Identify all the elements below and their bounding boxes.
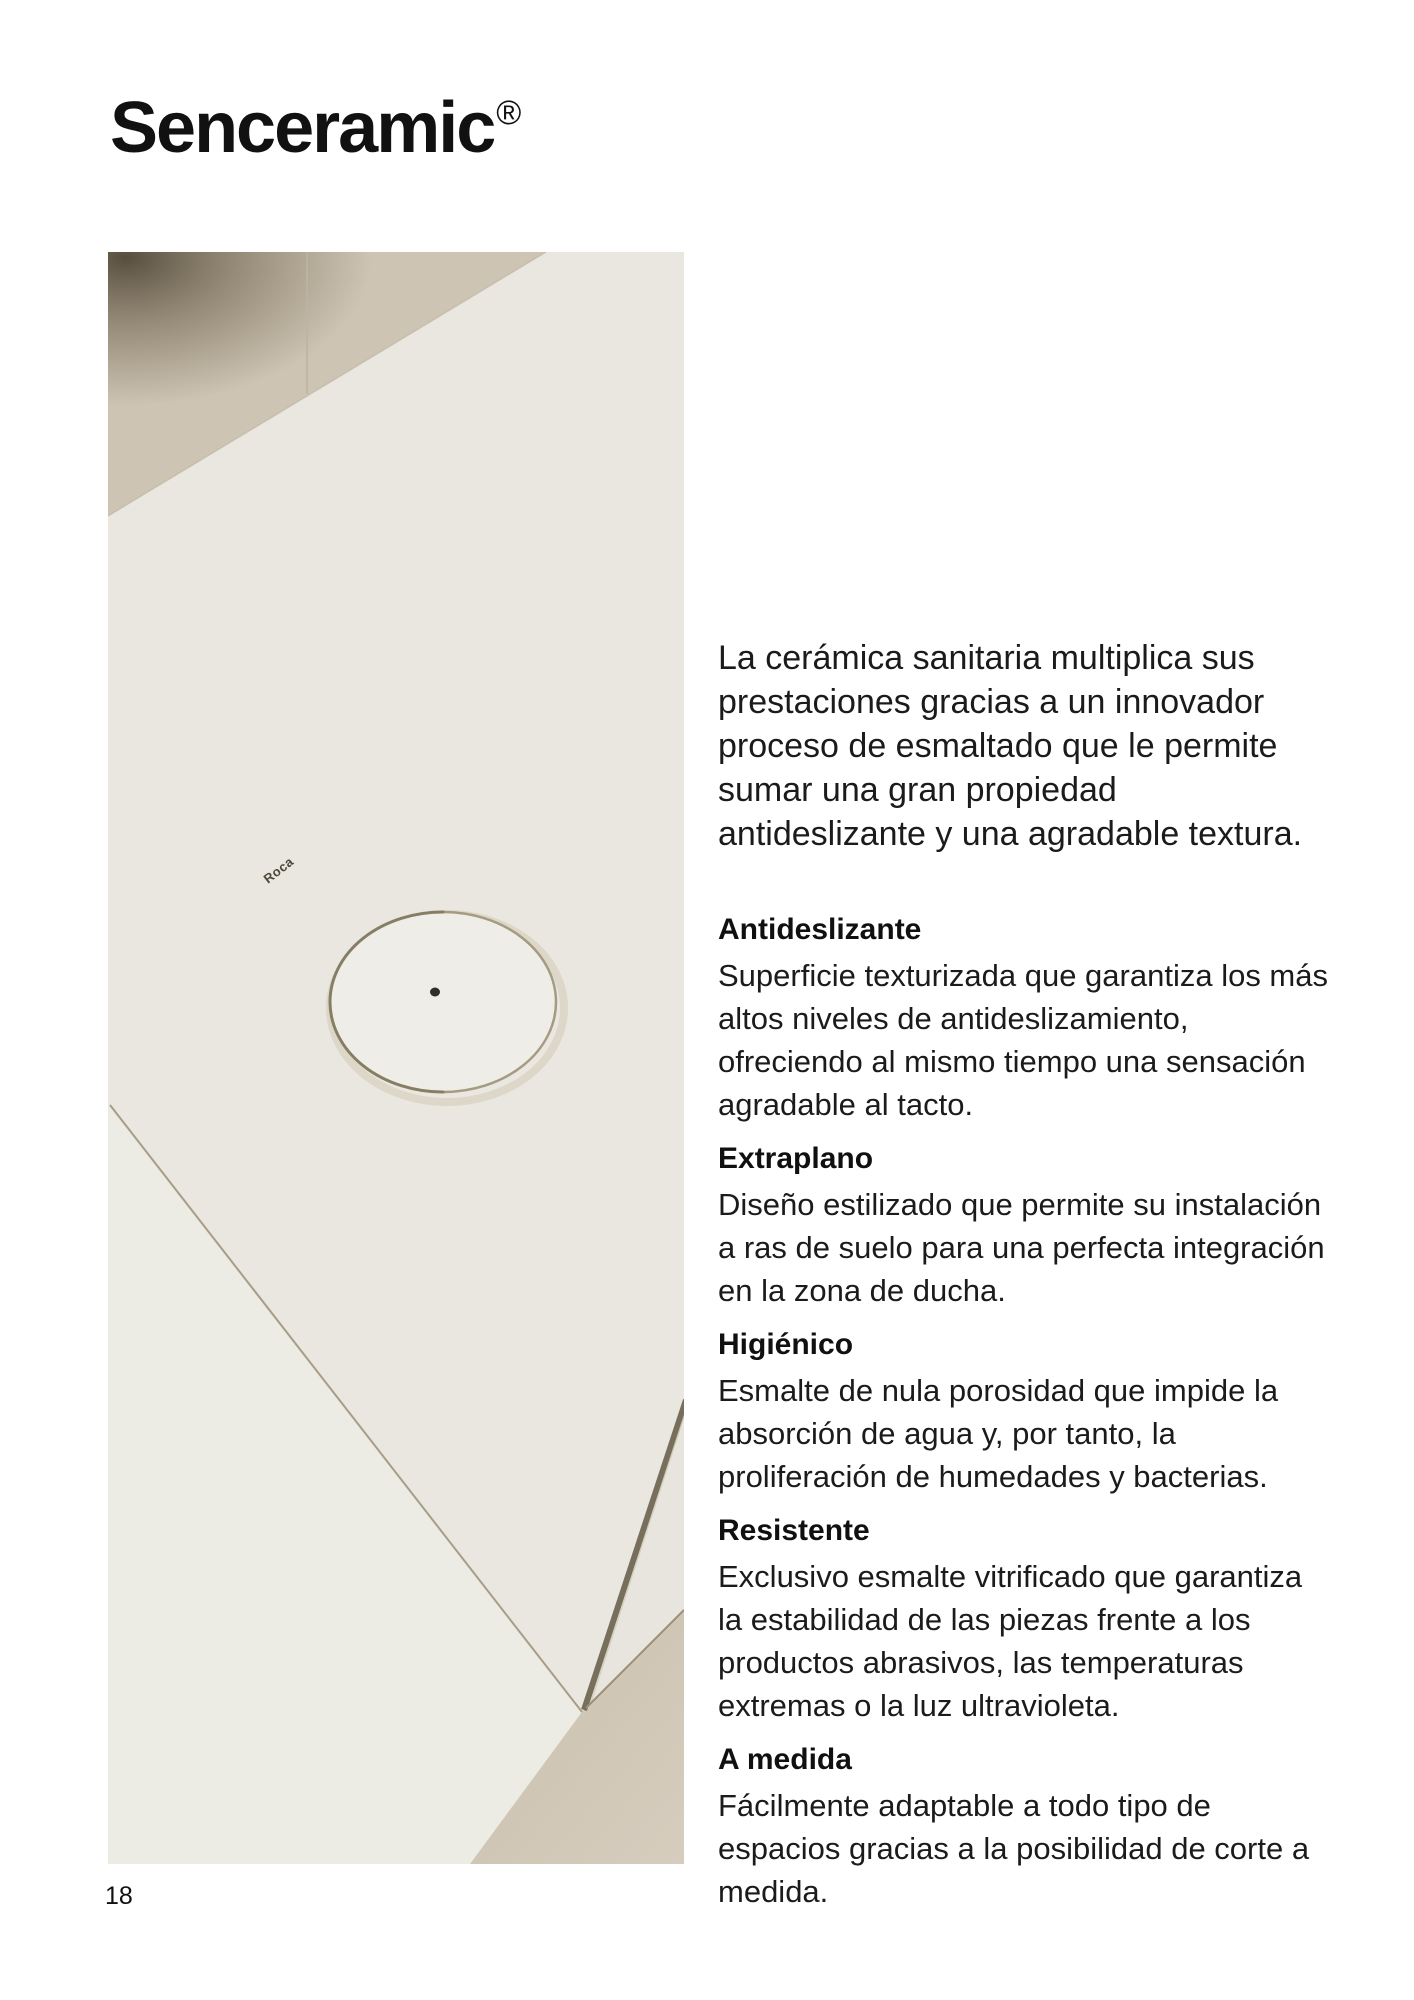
section-body: Exclusivo esmalte vitrificado que garantiza la estabilidad de las piezas frente a los productos abrasivos, las temperaturas extremas o la luz ultravioleta. [718, 1559, 1303, 1723]
feature-section-higienico [718, 1325, 1332, 1498]
section-heading: Resistente [718, 1514, 870, 1547]
shower-tray-illustration [108, 252, 684, 1864]
section-body: Superficie texturizada que garantiza los más altos niveles de antideslizamiento, ofreciendo al mismo tiempo una sensación agradable al tacto. [718, 958, 1328, 1122]
roca-watermark: Roca [260, 853, 297, 887]
description-column [718, 636, 1332, 1926]
section-heading: A medida [718, 1743, 852, 1776]
section-body: Fácilmente adaptable a todo tipo de espacios gracias a la posibilidad de corte a medida. [718, 1788, 1310, 1909]
page-title [110, 88, 522, 168]
product-photo [108, 252, 684, 1864]
registered-mark: ® [496, 94, 522, 132]
section-heading: Antideslizante [718, 913, 922, 946]
section-body: Diseño estilizado que permite su instalación a ras de suelo para una perfecta integración en la zona de ducha. [718, 1187, 1325, 1308]
section-heading: Higiénico [718, 1328, 854, 1361]
feature-section-resistente [718, 1511, 1332, 1727]
feature-section-extraplano [718, 1139, 1332, 1312]
page-number: 18 [105, 1882, 133, 1910]
drain-center-dot [430, 988, 440, 997]
feature-section-a-medida [718, 1740, 1332, 1913]
section-heading: Extraplano [718, 1142, 874, 1175]
feature-section-antideslizante [718, 910, 1332, 1126]
intro-paragraph: La cerámica sanitaria multiplica sus prestaciones gracias a un innovador proceso de esmaltado que le permite sumar una gran propiedad antideslizante y una agradable textura. [718, 639, 1303, 853]
section-body: Esmalte de nula porosidad que impide la absorción de agua y, por tanto, la proliferación de humedades y bacterias. [718, 1373, 1279, 1494]
page-title-text: Senceramic [110, 88, 495, 168]
